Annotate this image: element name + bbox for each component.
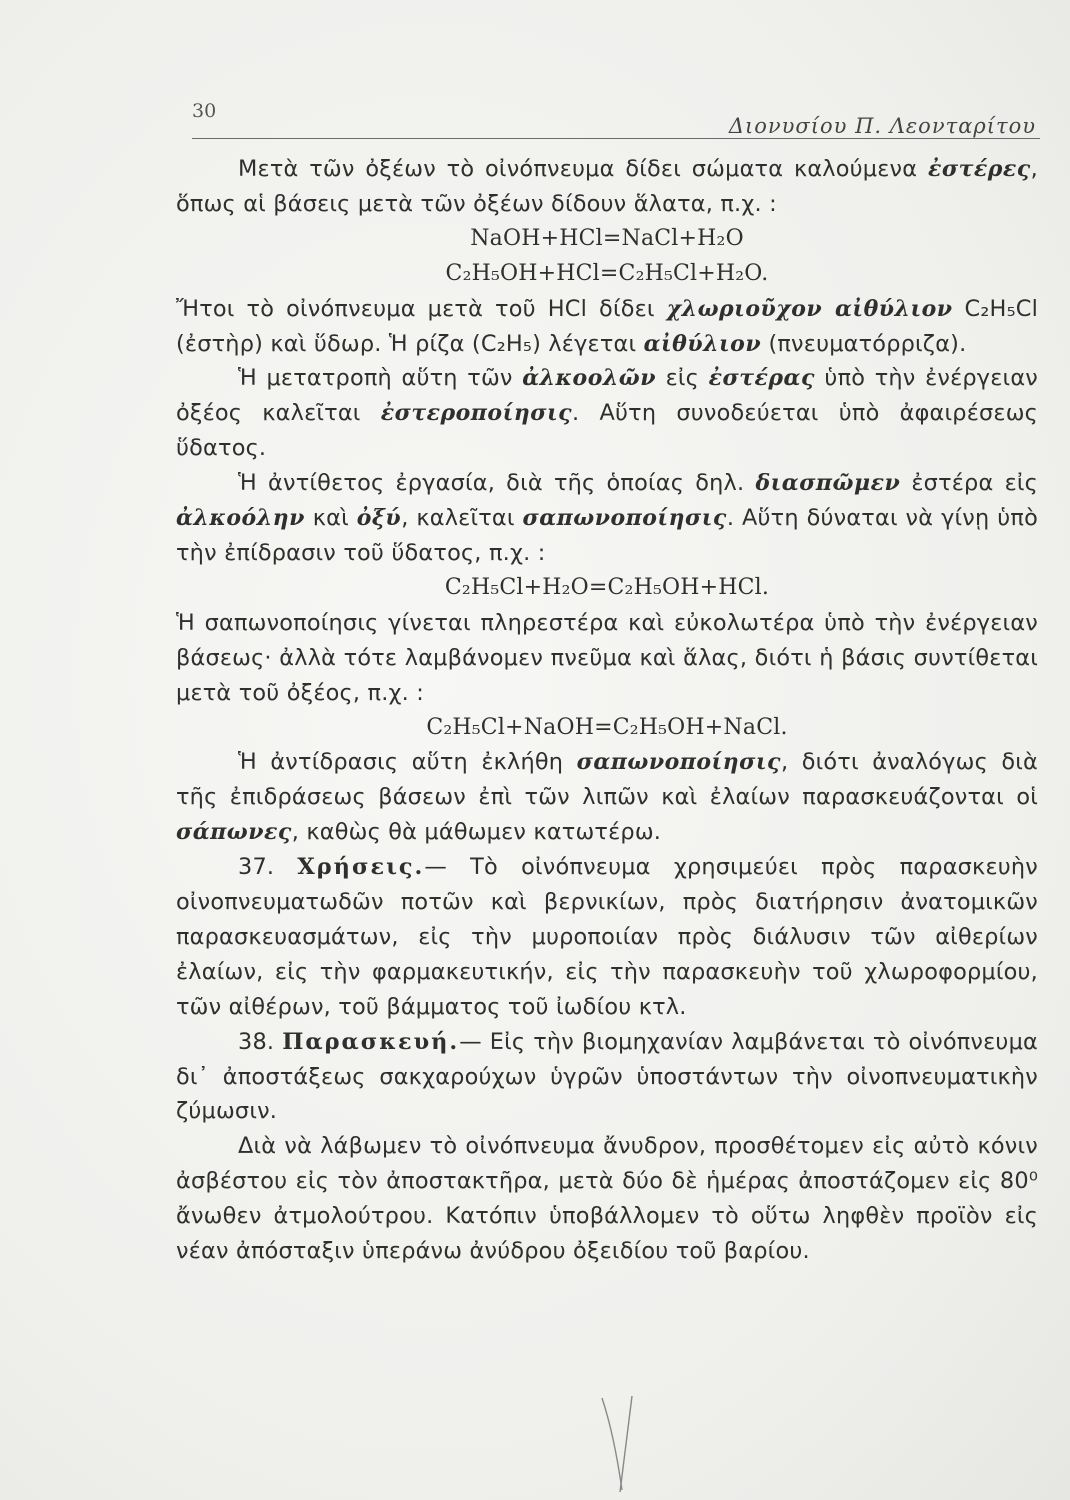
section-heading: Παρασκευή. <box>282 1028 460 1055</box>
section-37-uses <box>176 850 1038 1025</box>
text-run: , καθὼς θὰ μάθωμεν κατωτέρω. <box>291 819 662 846</box>
equation-4: C₂H₅Cl+NaOH=C₂H₅OH+NaCl. <box>426 714 788 740</box>
running-head: Διονυσίου Π. Λεονταρίτου <box>728 114 1036 138</box>
emphasis-term: ἀλκοόλην <box>176 505 305 532</box>
pencil-mark <box>596 1394 646 1494</box>
text-run: . Αὕτη συνοδεύεται ὑπὸ ἀφαιρέσεως ὕδατος. <box>176 400 1038 462</box>
text-run: Μετὰ τῶν ὀξέων τὸ οἰνόπνευμα δίδει σώματα καλούμενα <box>238 156 928 182</box>
emphasis-term: χλωριοῦχον αἰθύλιον <box>666 295 953 322</box>
paragraph-ethyl-chloride <box>176 292 1038 362</box>
section-number: 37. <box>238 854 275 881</box>
text-run: (πνευματόρριζα). <box>761 330 967 357</box>
text-run: Ἤτοι τὸ οἰνόπνευμα μετὰ τοῦ HCl δίδει <box>176 295 667 322</box>
page-header <box>192 92 1040 139</box>
text-run: . Αὕτη δύναται νὰ γίνῃ ὑπὸ τὴν ἐπίδρασιν τοῦ ὕδατος, π.χ. : <box>176 505 1038 566</box>
emphasis-term: ἐστέρας <box>708 365 815 392</box>
text-run: — Εἰς τὴν βιομηχανίαν λαμβάνεται τὸ οἰνόπνευμα δι᾽ ἀποστάξεως σακχαρούχων ὑγρῶν ὑποστάντων τὴν οἰνοπνευματικὴν ζύμωσιν. <box>176 1028 1038 1125</box>
text-run: C₂H₅Cl (ἐστὴρ) καὶ ὕδωρ. Ἡ ρίζα (C₂H₅) λέγεται <box>176 295 1039 357</box>
section-heading: Χρήσεις. <box>297 854 425 881</box>
emphasis-term: σαπωνοποίησις <box>522 505 727 532</box>
text-run: εἰς <box>656 365 709 392</box>
text-run: ἐστέρα εἰς <box>900 470 1038 497</box>
paragraph-soaps <box>176 745 1038 850</box>
section-38-preparation <box>176 1025 1038 1130</box>
equation-3: C₂H₅Cl+H₂O=C₂H₅OH+HCl. <box>444 574 770 600</box>
section-number: 38. <box>238 1028 275 1055</box>
text-run: , καλεῖται <box>401 505 523 532</box>
text-run: ὑπὸ τὴν ἐνέργειαν ὀξέος καλεῖται <box>176 365 1039 427</box>
text-run: , διότι ἀναλόγως διὰ τῆς ἐπιδράσεως βάσεων ἐπὶ τῶν λιπῶν καὶ ἐλαίων παρασκευάζονται οἱ <box>176 749 1038 811</box>
text-run: καὶ <box>304 505 357 532</box>
equation-1: NaOH+HCl=NaCl+H₂O <box>470 225 744 251</box>
text-run: Ἡ ἀντίθετος ἐργασία, διὰ τῆς ὁποίας δηλ. <box>238 470 756 497</box>
paragraph-esters-intro <box>176 152 1038 222</box>
text-run: Ἡ ἀντίδρασις αὕτη ἐκλήθη <box>238 749 577 776</box>
page-number: 30 <box>192 100 217 122</box>
emphasis-term: σαπωνοποίησις <box>576 749 781 776</box>
emphasis-term: σάπωνες <box>176 819 292 846</box>
page-body <box>176 152 1038 1269</box>
emphasis-term: ἐστέρες <box>928 156 1031 182</box>
text-run: Ἡ μετατροπὴ αὕτη τῶν <box>238 365 523 392</box>
text-run: — Τὸ οἰνόπνευμα χρησιμεύει πρὸς παρασκευὴν οἰνοπνευματωδῶν ποτῶν καὶ βερνικίων, πρὸς διατήρησιν ἀνατομικῶν παρασκευασμάτων, εἰς τὴν μυροποιίαν πρὸς διάλυσιν τῶν αἰθερίων ἐλαίων, εἰς τὴν φαρμακευτικήν, εἰς τὴν παρασκευὴν τοῦ χλωροφορμίου, τῶν αἰθέρων, τοῦ βάμματος τοῦ ἰωδίου κτλ. <box>176 854 1038 1020</box>
paragraph-esterification <box>176 361 1038 466</box>
equation-2: C₂H₅OH+HCl=C₂H₅Cl+H₂O. <box>445 260 769 286</box>
text-run: , ὅπως αἱ βάσεις μετὰ τῶν ὀξέων δίδουν ἅλατα, π.χ. : <box>176 156 1038 217</box>
emphasis-term: αἰθύλιον <box>643 330 762 357</box>
paragraph-saponification <box>176 466 1038 571</box>
paragraph-base-saponification: Ἡ σαπωνοποίησις γίνεται πληρεστέρα καὶ εὐκολωτέρα ὑπὸ τὴν ἐνέργειαν βάσεως· ἀλλὰ τότε λαμβάνομεν πνεῦμα καὶ ἅλας, διότι ἡ βάσις συντίθεται μετὰ τοῦ ὀξέος, π.χ. : <box>176 609 1038 706</box>
emphasis-term: ὀξύ <box>356 505 402 532</box>
paragraph-anhydrous-alcohol: Διὰ νὰ λάβωμεν τὸ οἰνόπνευμα ἄνυδρον, προσθέτομεν εἰς αὐτὸ κόνιν ἀσβέστου εἰς τὸν ἀποστακτῆρα, μετὰ δύο δὲ ἡμέρας ἀποστάζομεν εἰς 80⁰ ἄνωθεν ἀτμολούτρου. Κατόπιν ὑποβάλλομεν τὸ οὕτω ληφθὲν προϊὸν εἰς νέαν ἀπόσταξιν ὑπεράνω ἀνύδρου ὀξειδίου τοῦ βαρίου. <box>176 1133 1038 1265</box>
emphasis-term: ἀλκοολῶν <box>522 365 657 392</box>
emphasis-term: διασπῶμεν <box>755 470 901 497</box>
emphasis-term: ἐστεροποίησις <box>380 400 572 427</box>
